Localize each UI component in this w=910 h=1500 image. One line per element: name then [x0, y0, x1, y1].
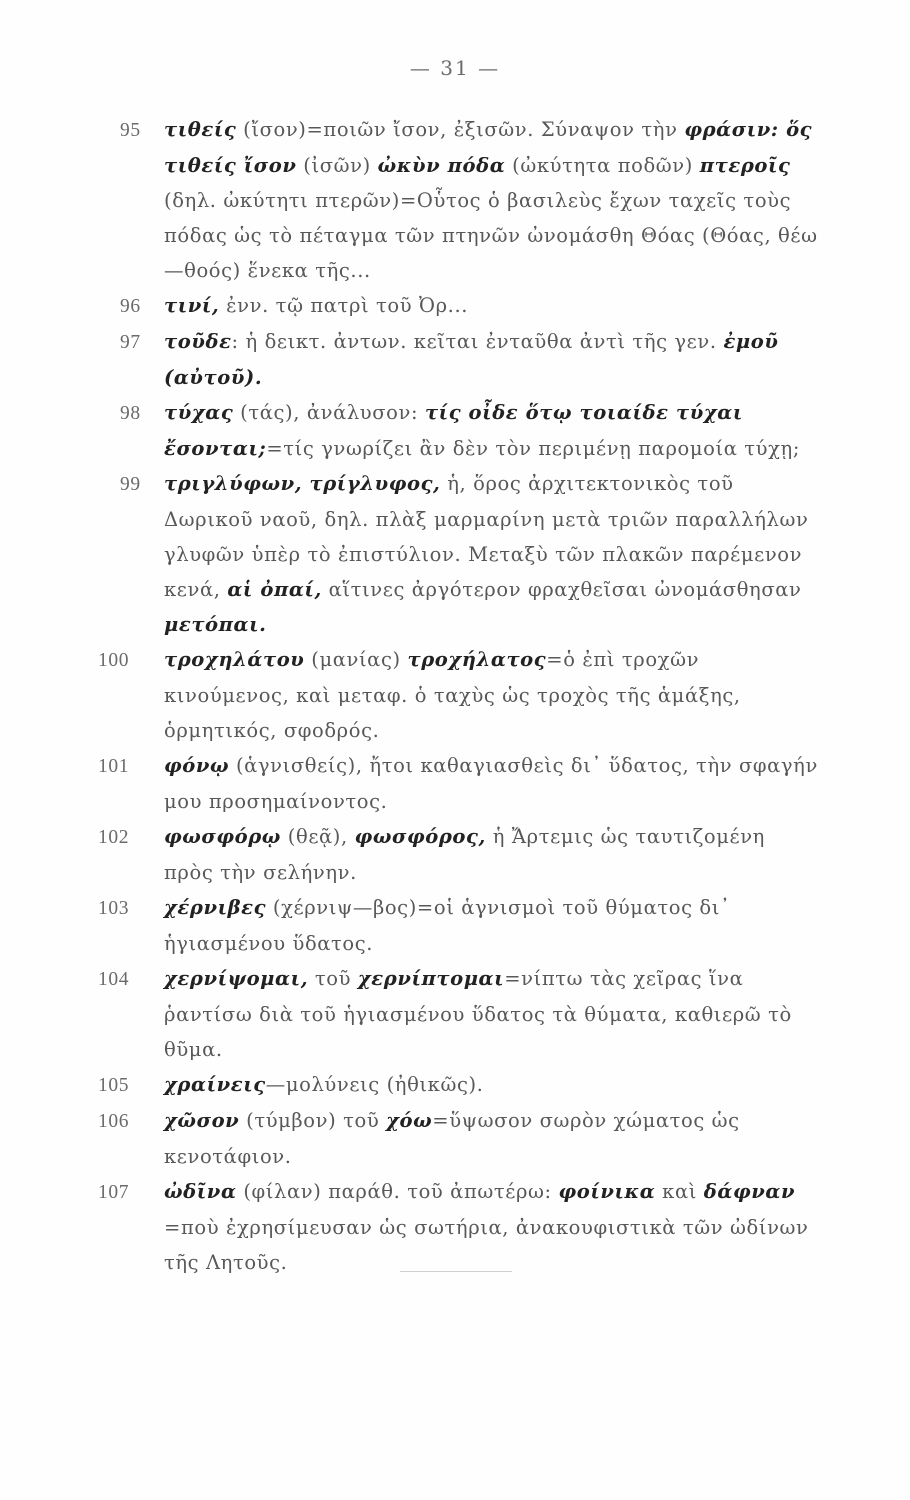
entry-lemma: χραίνεις: [164, 1073, 266, 1096]
entry-number: 105: [98, 1075, 130, 1096]
entry-gloss-text: =ὕψωσον σωρὸν χώματος ὡς κενοτάφιον.: [164, 1109, 740, 1168]
entry-lemma: ἐμοῦ (αὐτοῦ).: [164, 330, 779, 389]
entry-number: 96: [120, 296, 141, 317]
entry-lemma: φόνῳ: [164, 754, 230, 777]
entry-number: 102: [98, 827, 130, 848]
entry-gloss-text: αἵτινες ἀργότερον φραχθεῖσαι ὠνομάσθησαν: [321, 578, 802, 601]
glossary-entry: [120, 324, 820, 395]
entry-gloss-text: =τίς γνωρίζει ἂν δὲν τὸν περιμένῃ παρομοία τύχῃ;: [266, 437, 800, 460]
entry-number: 101: [98, 756, 130, 777]
end-divider: [400, 1271, 512, 1272]
entry-gloss-text: (μανίας): [304, 648, 408, 671]
entry-lemma: τριγλύφων, τρίγλυφος,: [164, 472, 441, 495]
glossary-entry: [98, 1103, 820, 1174]
glossary-entry: [98, 642, 820, 748]
entry-number: 98: [120, 403, 141, 424]
entry-lemma: τύχας: [164, 401, 234, 424]
entry-gloss-text: (θεᾷ),: [280, 825, 355, 848]
entry-lemma: τροχήλατος: [407, 648, 547, 671]
entry-number: 100: [98, 650, 130, 671]
entry-lemma: τιθείς: [164, 118, 237, 141]
entry-lemma: χῶσον: [164, 1109, 240, 1132]
glossary-entry: [98, 819, 820, 890]
entry-lemma: αἱ ὀπαί,: [227, 578, 322, 601]
entry-lemma: χερνίπτομαι: [357, 967, 505, 990]
entry-gloss-text: =νίπτω τὰς χεῖρας ἵνα ῥαντίσω διὰ τοῦ ἡγιασμένου ὕδατος τὰ θύματα, καθιερῶ τὸ θῦμα.: [164, 967, 792, 1061]
entry-number: 95: [120, 120, 141, 141]
entry-gloss-text: : ἡ δεικτ. ἀντων. κεῖται ἐνταῦθα ἀντὶ τῆς γεν.: [231, 330, 724, 353]
entry-gloss-text: ἡ Ἄρτεμις ὡς ταυτιζομένη πρὸς τὴν σελήνην.: [164, 825, 765, 884]
entry-gloss-text: τοῦ: [308, 967, 358, 990]
entry-gloss-text: ἐνν. τῷ πατρὶ τοῦ Ὀρ...: [219, 294, 469, 317]
entry-number: 97: [120, 332, 141, 353]
glossary-entry: [98, 1067, 820, 1103]
entry-lemma: φράσιν: ὅς τιθείς ἴσον: [164, 118, 813, 177]
entry-gloss-text: ἡ, ὅρος ἀρχιτεκτονικὸς τοῦ Δωρικοῦ ναοῦ, δηλ. πλὰξ μαρμαρίνη μετὰ τριῶν παραλλήλων γλυφῶν ὑπὲρ τὸ ἐπιστύλιον. Μεταξὺ τῶν πλακῶν παρέμενον κενά,: [164, 472, 809, 601]
entry-lemma: χόω: [386, 1109, 433, 1132]
entry-gloss-text: (δηλ. ὠκύτητι πτερῶν)=Οὗτος ὁ βασιλεὺς ἔχων ταχεῖς τοὺς πόδας ὡς τὸ πέταγμα τῶν πτηνῶν ὠνομάσθη Θόας (Θόας, θέω—θοός) ἕνεκα τῆς...: [164, 189, 818, 282]
glossary-entry: [120, 466, 820, 642]
entry-lemma: δάφναν: [703, 1180, 796, 1203]
entry-number: 103: [98, 898, 130, 919]
entry-lemma: φωσφόρος,: [354, 825, 486, 848]
entry-gloss-text: (χέρνιψ—βος)=οἱ ἁγνισμοὶ τοῦ θύματος δι᾿ ἡγιασμένου ὕδατος.: [164, 896, 731, 955]
entry-number: 104: [98, 969, 130, 990]
entry-lemma: ὠδῖνα: [164, 1180, 237, 1203]
entry-number: 99: [120, 474, 141, 495]
entry-gloss-text: (φίλαν) παράθ. τοῦ ἀπωτέρω:: [236, 1180, 559, 1203]
entry-gloss-text: (τύμβον) τοῦ: [239, 1109, 387, 1132]
entry-lemma: μετόπαι.: [164, 613, 267, 636]
glossary-entry: [120, 395, 820, 466]
page-number: — 31 —: [409, 56, 501, 80]
entry-number: 106: [98, 1111, 130, 1132]
glossary-entry: [98, 748, 820, 819]
entry-lemma: φωσφόρῳ: [164, 825, 281, 848]
glossary-entry: [120, 112, 820, 288]
entry-gloss-text: (ἁγνισθείς), ἤτοι καθαγιασθεὶς δι᾿ ὕδατος, τὴν σφαγήν μου προσημαίνοντος.: [164, 754, 818, 813]
entry-number: 107: [98, 1182, 130, 1203]
entry-lemma: χερνίψομαι,: [164, 967, 309, 990]
entry-lemma: τινί,: [164, 294, 220, 317]
glossary-entry: [98, 961, 820, 1067]
entry-lemma: τίς οἶδε ὅτῳ τοιαίδε τύχαι ἔσονται;: [164, 401, 743, 460]
entry-lemma: ὠκὺν πόδα: [377, 154, 506, 177]
entry-gloss-text: =ὁ ἐπὶ τροχῶν κινούμενος, καὶ μεταφ. ὁ ταχὺς ὡς τροχὸς τῆς ἁμάξης, ὁρμητικός, σφοδρός.: [164, 648, 741, 742]
entry-lemma: πτεροῖς: [699, 154, 791, 177]
entry-gloss-text: (τάς), ἀνάλυσον:: [233, 401, 425, 424]
entry-lemma: φοίνικα: [558, 1180, 656, 1203]
glossary-entry: [98, 890, 820, 961]
entry-gloss-text: (ἴσον)=ποιῶν ἴσον, ἐξισῶν. Σύναψον τὴν: [236, 118, 685, 141]
entry-gloss-text: καὶ: [655, 1180, 704, 1203]
glossary-entry: [120, 288, 820, 324]
glossary-entries: [98, 112, 820, 1280]
entry-lemma: τοῦδε: [164, 330, 232, 353]
glossary-entry: [98, 1174, 820, 1280]
entry-gloss-text: —μολύνεις (ἠθικῶς).: [265, 1073, 484, 1096]
entry-gloss-text: (ὠκύτητα ποδῶν): [505, 154, 700, 177]
entry-lemma: τροχηλάτου: [164, 648, 305, 671]
entry-gloss-text: =ποὺ ἐχρησίμευσαν ὡς σωτήρια, ἀνακουφιστικὰ τῶν ὠδίνων τῆς Λητοῦς.: [164, 1216, 809, 1274]
entry-gloss-text: (ἰσῶν): [296, 154, 378, 177]
entry-lemma: χέρνιβες: [164, 896, 267, 919]
